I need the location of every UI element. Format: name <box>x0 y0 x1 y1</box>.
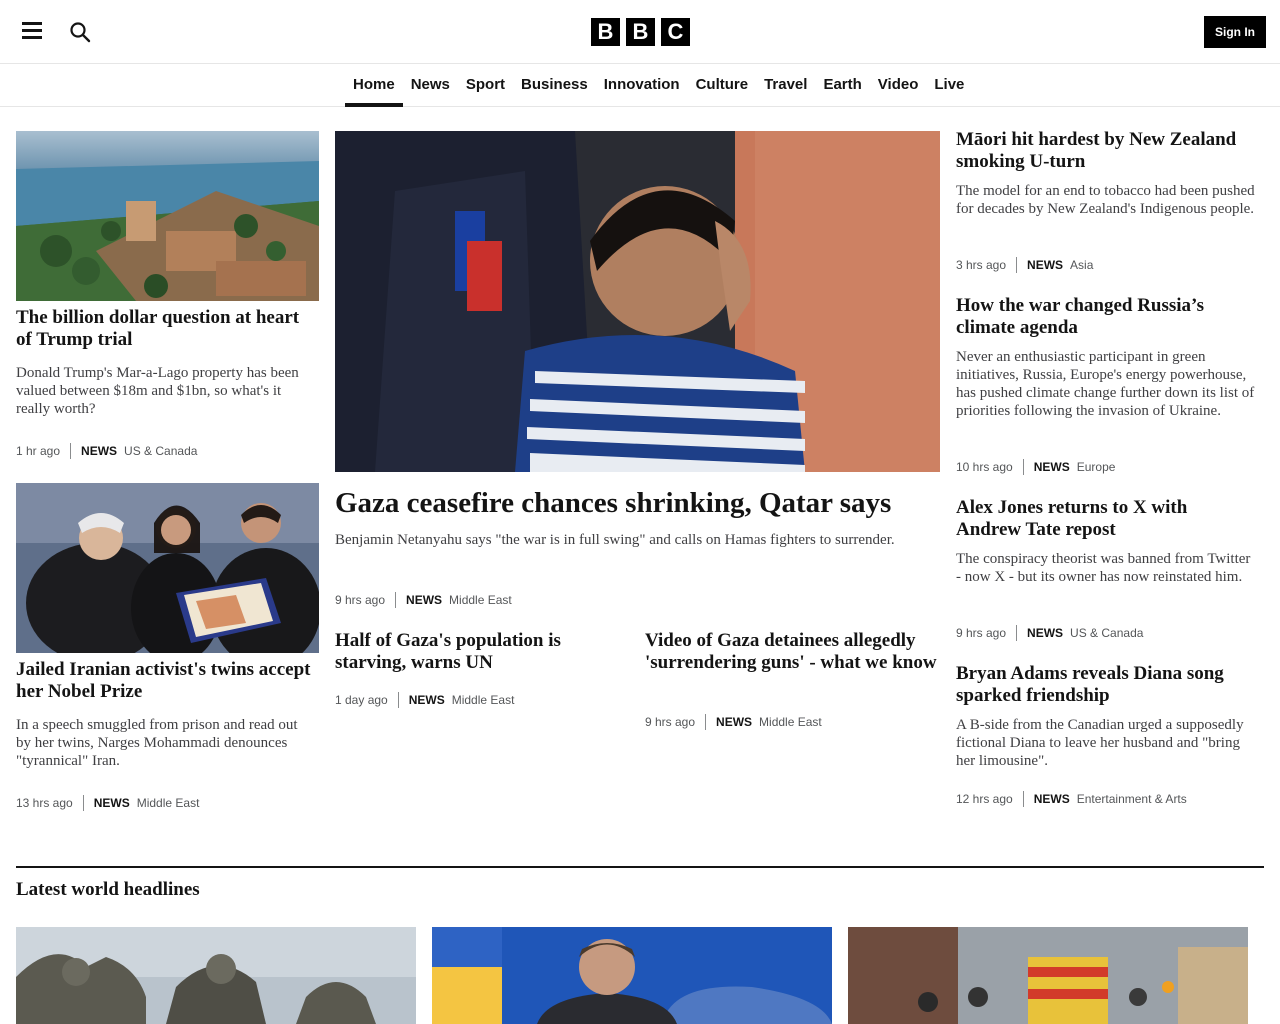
story-time: 9 hrs ago <box>335 593 386 607</box>
story-time: 1 hr ago <box>16 444 61 458</box>
bbc-logo[interactable] <box>591 18 690 46</box>
nav-item-sport[interactable]: Sport <box>465 76 506 93</box>
logo-letter: B <box>626 18 655 46</box>
nav-item-innovation[interactable]: Innovation <box>603 76 680 93</box>
story-headline[interactable]: Bryan Adams reveals Diana song sparked friendship <box>956 663 1224 706</box>
section-title: Latest world headlines <box>16 879 200 900</box>
menu-icon[interactable] <box>22 22 42 42</box>
story-summary: The model for an end to tobacco had been pushed for decades by New Zealand's Indigenous people. <box>956 183 1255 217</box>
story-section-link[interactable]: Middle East <box>451 693 515 707</box>
story-time: 9 hrs ago <box>645 715 696 729</box>
story-section-link[interactable]: US & Canada <box>124 444 198 458</box>
lead-headline[interactable]: Gaza ceasefire chances shrinking, Qatar says <box>335 487 892 519</box>
search-icon[interactable] <box>68 20 92 44</box>
story-time: 10 hrs ago <box>956 460 1013 474</box>
logo-letter: B <box>591 18 620 46</box>
section-divider <box>16 866 1264 868</box>
nav-item-culture[interactable]: Culture <box>695 76 749 93</box>
story-section-link[interactable]: Entertainment & Arts <box>1076 792 1187 806</box>
related-headline[interactable]: Video of Gaza detainees allegedly 'surrendering guns' - what we know <box>645 630 937 673</box>
story-section-link[interactable]: Middle East <box>449 593 512 607</box>
nav-item-news[interactable]: News <box>410 76 450 93</box>
latest-story-image[interactable] <box>16 927 416 1024</box>
story-section-link[interactable]: Middle East <box>759 715 822 729</box>
story-tag: NEWS <box>1027 258 1064 272</box>
story-meta <box>16 443 197 459</box>
logo-letter: C <box>661 18 690 46</box>
story-time: 1 day ago <box>335 693 388 707</box>
story-time: 13 hrs ago <box>16 796 73 810</box>
story-tag: NEWS <box>406 593 443 607</box>
story-section-link[interactable]: US & Canada <box>1070 626 1144 640</box>
story-section-link[interactable]: Europe <box>1076 460 1116 474</box>
story-time: 9 hrs ago <box>956 626 1007 640</box>
story-tag: NEWS <box>81 444 118 458</box>
story-tag: NEWS <box>1033 460 1070 474</box>
story-tag: NEWS <box>93 796 130 810</box>
related-headline[interactable]: Half of Gaza's population is starving, warns UN <box>335 630 561 673</box>
story-section-link[interactable]: Middle East <box>136 796 200 810</box>
story-summary: Never an enthusiastic participant in green initiatives, Russia, Europe's energy powerhouse, has pushed climate change further down its list of priorities following the invasion of Ukraine. <box>956 349 1255 419</box>
story-headline[interactable]: How the war changed Russia’s climate agenda <box>956 295 1205 338</box>
story-meta <box>16 795 199 811</box>
nav-item-business[interactable]: Business <box>521 76 588 93</box>
story-tag: NEWS <box>408 693 445 707</box>
lead-summary: Benjamin Netanyahu says "the war is in full swing" and calls on Hamas fighters to surrender. <box>335 532 895 548</box>
story-meta <box>956 625 1143 641</box>
story-summary: Donald Trump's Mar-a-Lago property has been valued between $18m and $1bn, so what's it really worth? <box>16 365 299 417</box>
story-meta <box>956 459 1115 475</box>
story-tag: NEWS <box>716 715 753 729</box>
story-headline[interactable]: Māori hit hardest by New Zealand smoking U-turn <box>956 129 1237 172</box>
nav-item-live[interactable]: Live <box>934 76 965 93</box>
sign-in-button[interactable]: Sign In <box>1204 16 1266 48</box>
story-headline[interactable]: The billion dollar question at heart of Trump trial <box>16 307 300 350</box>
story-section-link[interactable]: Asia <box>1070 258 1094 272</box>
story-summary: In a speech smuggled from prison and read out by her twins, Narges Mohammadi denounces "tyrannical" Iran. <box>16 717 298 769</box>
story-meta <box>645 714 822 730</box>
nav-item-earth[interactable]: Earth <box>823 76 862 93</box>
story-meta <box>335 592 512 608</box>
nav-item-home[interactable]: Home <box>345 65 403 107</box>
story-time: 12 hrs ago <box>956 792 1013 806</box>
story-meta <box>956 257 1093 273</box>
latest-story-image[interactable] <box>432 927 832 1024</box>
main-nav <box>0 65 1280 107</box>
nobel-prize-image[interactable] <box>16 483 319 653</box>
latest-story-image[interactable] <box>848 927 1248 1024</box>
mar-a-lago-image[interactable] <box>16 131 319 301</box>
story-headline[interactable]: Alex Jones returns to X with Andrew Tate repost <box>956 497 1188 540</box>
story-tag: NEWS <box>1027 626 1064 640</box>
story-meta <box>335 692 514 708</box>
top-bar <box>0 0 1280 64</box>
gaza-lead-image[interactable] <box>335 131 940 472</box>
story-meta <box>956 791 1187 807</box>
nav-item-travel[interactable]: Travel <box>764 76 808 93</box>
story-headline[interactable]: Jailed Iranian activist's twins accept her Nobel Prize <box>16 659 311 702</box>
story-time: 3 hrs ago <box>956 258 1007 272</box>
story-summary: A B-side from the Canadian urged a supposedly fictional Diana to leave her husband and "bring her limousine". <box>956 717 1244 769</box>
story-summary: The conspiracy theorist was banned from Twitter - now X - but its owner has now reinstated him. <box>956 551 1251 585</box>
nav-item-video[interactable]: Video <box>877 76 919 93</box>
story-tag: NEWS <box>1033 792 1070 806</box>
